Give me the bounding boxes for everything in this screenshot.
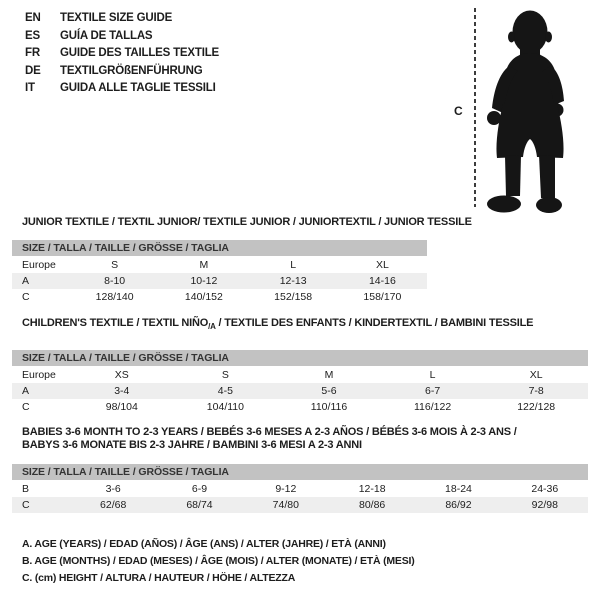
language-code: IT <box>25 82 35 95</box>
cell-value: 24-36 <box>531 483 559 495</box>
table-row <box>12 497 588 513</box>
table-title-text: CHILDREN'S TEXTILE / TEXTIL NIÑO <box>22 317 209 329</box>
cell-value: 12-18 <box>358 483 386 495</box>
cell-value: XL <box>529 369 543 382</box>
language-row <box>25 45 219 63</box>
language-title: GUÍA DE TALLAS <box>60 29 153 42</box>
size-header-bar: SIZE / TALLA / TAILLE / GRÖSSE / TAGLIA <box>12 350 588 366</box>
cell-value: 98/104 <box>105 401 138 414</box>
cell-value: 74/80 <box>272 499 299 511</box>
row-label: Europe <box>22 259 56 271</box>
cell-value: 110/116 <box>310 401 348 414</box>
language-row <box>25 63 219 81</box>
table-title <box>22 317 588 333</box>
cell-value: M <box>324 369 334 382</box>
cell-value: S <box>221 369 229 382</box>
row-label: Europe <box>22 369 56 382</box>
language-row <box>25 80 219 98</box>
cell-value: 122/128 <box>517 401 556 414</box>
table-row <box>12 399 588 415</box>
cell-value: 104/110 <box>206 401 244 414</box>
cell-value: XS <box>114 369 129 382</box>
row-label: A <box>22 385 30 398</box>
table-body <box>12 481 588 513</box>
language-code: DE <box>25 64 41 77</box>
language-title: TEXTILGRÖßENFÜHRUNG <box>60 64 203 77</box>
cell-value: S <box>111 259 119 271</box>
cell-value: 152/158 <box>274 291 313 303</box>
row-label: C <box>22 499 30 511</box>
table-body <box>12 257 427 305</box>
babies-textile-table <box>12 426 588 513</box>
row-label: C <box>22 401 30 414</box>
cell-value: 128/140 <box>95 291 134 303</box>
table-row <box>12 273 427 289</box>
footnote-legend <box>22 536 415 587</box>
table-row <box>12 289 427 305</box>
cell-value: 7-8 <box>528 385 544 398</box>
table-title: JUNIOR TEXTILE / TEXTIL JUNIOR/ TEXTILE JUNIOR / JUNIORTEXTIL / JUNIOR TESSILE <box>22 216 472 228</box>
language-code: ES <box>25 29 40 42</box>
table-title-subscript: /A <box>208 322 216 332</box>
language-code: EN <box>25 12 41 24</box>
cell-value: 6-7 <box>424 385 441 398</box>
size-header-bar: SIZE / TALLA / TAILLE / GRÖSSE / TAGLIA <box>12 464 588 480</box>
cell-value: 116/122 <box>413 401 452 414</box>
language-title: GUIDA ALLE TAGLIE TESSILI <box>60 82 216 95</box>
language-row <box>25 10 219 28</box>
footnote-c: C. (cm) HEIGHT / ALTURA / HAUTEUR / HÖHE / ALTEZZA <box>22 572 296 584</box>
cell-value: L <box>429 369 436 382</box>
cell-value: 8-10 <box>104 275 126 287</box>
table-body <box>12 367 588 415</box>
height-measure-dotted-line <box>474 8 476 207</box>
cell-value: M <box>199 259 209 271</box>
cell-value: 5-6 <box>321 385 337 398</box>
cell-value: 4-5 <box>217 385 233 398</box>
cell-value: 3-4 <box>114 385 130 398</box>
language-title-list <box>25 10 219 98</box>
junior-textile-table <box>12 216 472 305</box>
table-title-line1: BABIES 3-6 MONTH TO 2-3 YEARS / BEBÉS 3-6 MESES A 2-3 AÑOS / BÉBÉS 3-6 MOIS À 2-3 ANS / <box>22 426 517 438</box>
language-code: FR <box>25 47 40 60</box>
children-textile-table <box>12 317 588 415</box>
table-row <box>12 383 588 399</box>
cell-value: 6-9 <box>191 483 208 495</box>
language-title: TEXTILE SIZE GUIDE <box>60 12 173 24</box>
table-row <box>12 257 427 273</box>
table-title-text: / TEXTILE DES ENFANTS / KINDERTEXTIL / BAMBINI TESSILE <box>215 317 534 329</box>
table-row <box>12 367 588 383</box>
cell-value: 140/152 <box>184 291 223 303</box>
cell-value: 92/98 <box>531 499 558 511</box>
cell-value: 3-6 <box>105 483 121 495</box>
cell-value: 9-12 <box>275 483 297 495</box>
size-header-bar: SIZE / TALLA / TAILLE / GRÖSSE / TAGLIA <box>12 240 427 256</box>
cell-value: 12-13 <box>279 275 307 287</box>
footnote-a: A. AGE (YEARS) / EDAD (AÑOS) / ÂGE (ANS) / ALTER (JAHRE) / ETÀ (ANNI) <box>22 538 386 550</box>
cell-value: XL <box>375 259 389 271</box>
cell-value: L <box>290 259 297 271</box>
row-label: A <box>22 275 30 287</box>
cell-value: 80/86 <box>359 499 386 511</box>
language-title: GUIDE DES TAILLES TEXTILE <box>60 47 219 60</box>
table-title-line2: BABYS 3-6 MONATE BIS 2-3 JAHRE / BAMBINI 3-6 MESI A 2-3 ANNI <box>22 439 362 451</box>
cell-value: 10-12 <box>190 275 218 287</box>
row-label: C <box>22 291 30 303</box>
table-row <box>12 481 588 497</box>
cell-value: 14-16 <box>368 275 396 287</box>
height-measure-label: C <box>454 104 463 118</box>
footnote-b: B. AGE (MONTHS) / EDAD (MESES) / ÂGE (MOIS) / ALTER (MONATE) / ETÀ (MESI) <box>22 555 415 567</box>
cell-value: 158/170 <box>363 291 402 303</box>
cell-value: 68/74 <box>186 499 213 511</box>
baby-silhouette-icon <box>485 8 585 213</box>
language-row <box>25 28 219 46</box>
cell-value: 86/92 <box>445 499 472 511</box>
cell-value: 18-24 <box>445 483 472 495</box>
row-label: B <box>22 483 30 495</box>
cell-value: 62/68 <box>100 499 127 511</box>
